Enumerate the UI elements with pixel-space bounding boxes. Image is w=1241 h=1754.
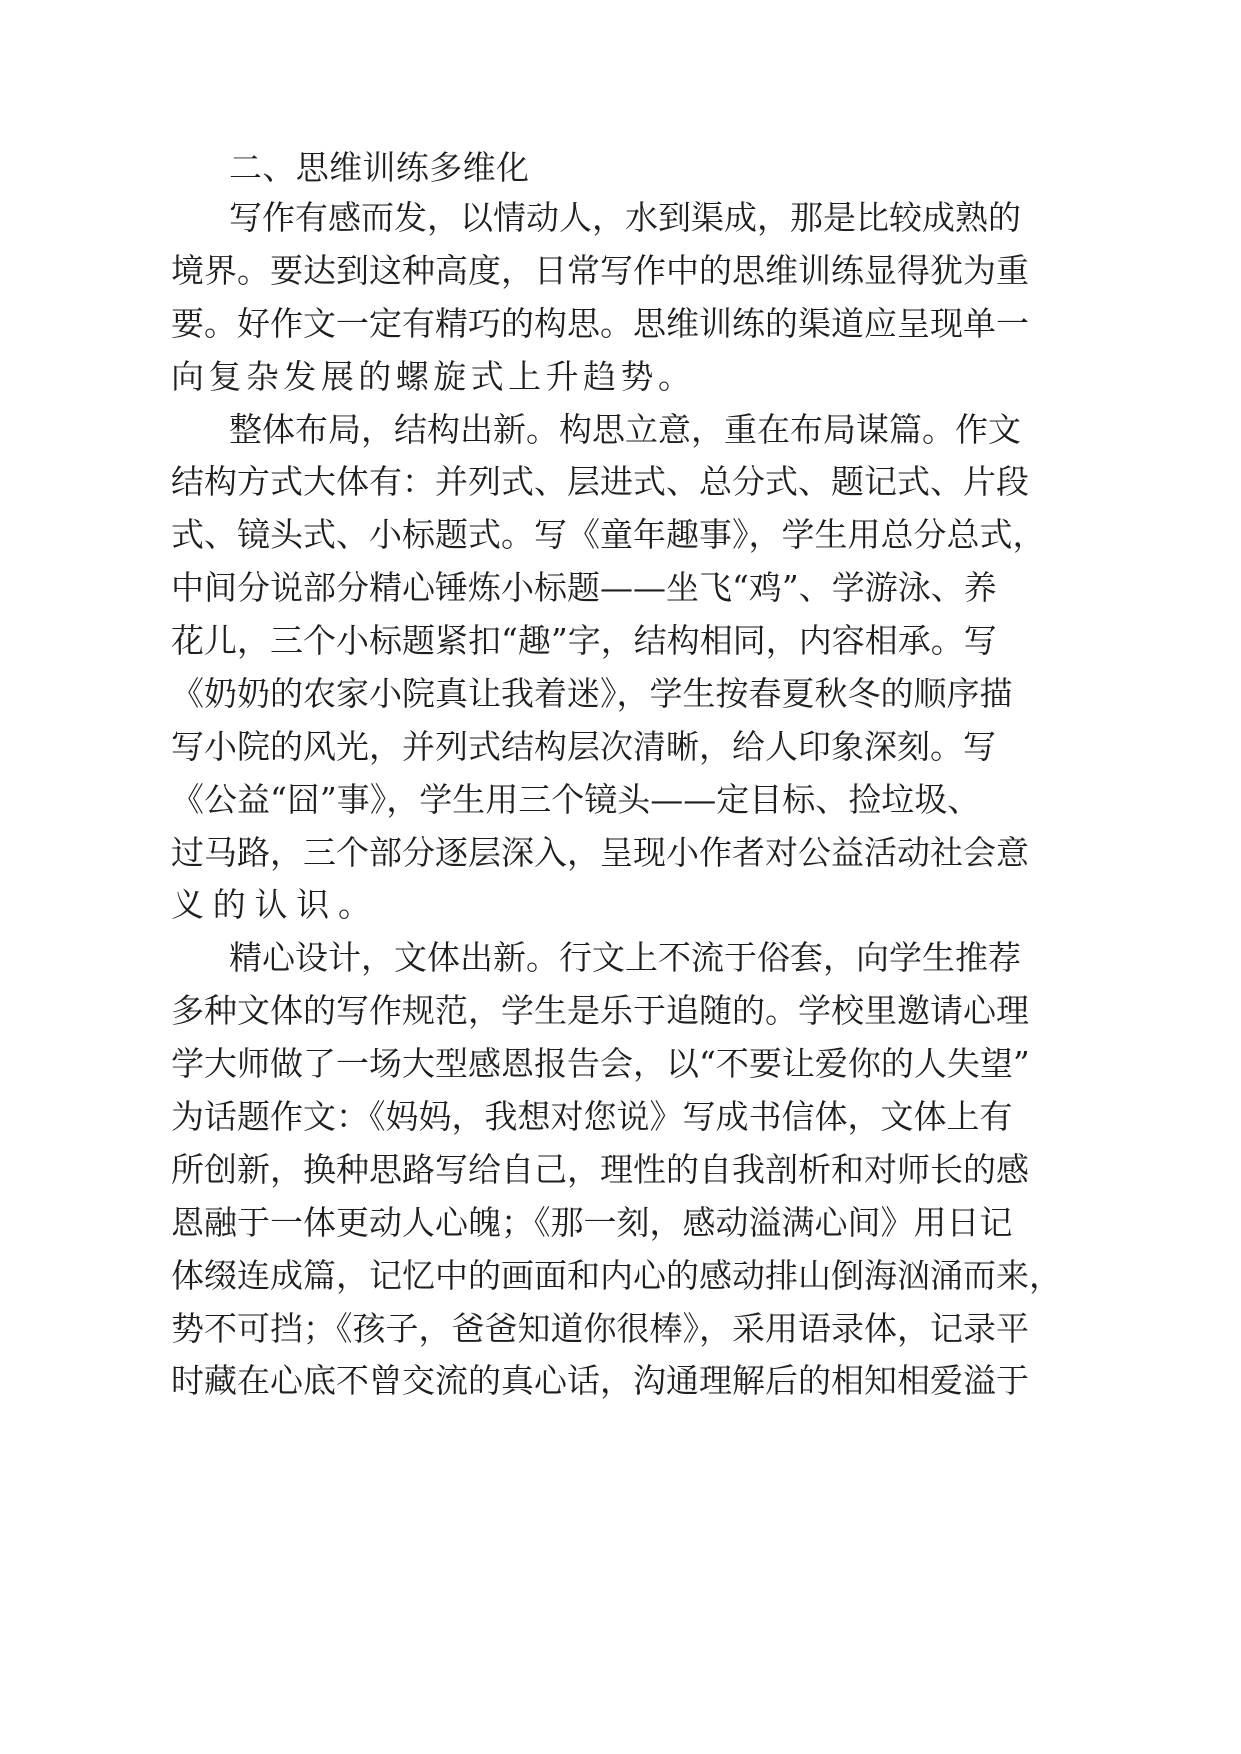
text-line: 整体布局，结构出新。构思立意，重在布局谋篇。作文 (229, 410, 1021, 449)
text-line: 《公益“囧”事》，学生用三个镜头——定目标、捡垃圾、 (171, 780, 981, 819)
text-line: 要。好作文一定有精巧的构思。思维训练的渠道应呈现单一 (171, 304, 1029, 343)
text-line: 过马路，三个部分逐层深入，呈现小作者对公益活动社会意 (171, 833, 1029, 872)
text-line: 精心设计，文体出新。行文上不流于俗套，向学生推荐 (229, 938, 1021, 977)
text-line: 写小院的风光，并列式结构层次清晰，给人印象深刻。写 (171, 727, 996, 766)
text-line: 所创新，换种思路写给自己，理性的自我剖析和对师长的感 (171, 1150, 1029, 1189)
text-line: 式、镜头式、小标题式。写《童年趣事》，学生用总分总式， (171, 515, 1046, 554)
text-line: 向复杂发展的螺旋式上升趋势。 (171, 357, 696, 396)
text-line: 境界。要达到这种高度，日常写作中的思维训练显得犹为重 (171, 251, 1029, 290)
text-line: 中间分说部分精心锤炼小标题——坐飞“鸡”、学游泳、养 (171, 568, 997, 607)
text-line: 时藏在心底不曾交流的真心话，沟通理解后的相知相爱溢于 (171, 1361, 1029, 1400)
text-line: 花儿，三个小标题紧扣“趣”字，结构相同，内容相承。写 (171, 621, 997, 660)
text-line: 《奶奶的农家小院真让我着迷》，学生按春夏秋冬的顺序描 (171, 674, 1013, 713)
text-line: 义的认识。 (171, 885, 380, 924)
text-line: 多种文体的写作规范，学生是乐于追随的。学校里邀请心理 (171, 991, 1029, 1030)
text-line: 势不可挡；《孩子，爸爸知道你很棒》，采用语录体，记录平 (171, 1309, 1029, 1348)
text-line: 结构方式大体有：并列式、层进式、总分式、题记式、片段 (171, 462, 1029, 501)
section-heading: 二、思维训练多维化 (229, 148, 530, 187)
text-line: 为话题作文：《妈妈，我想对您说》写成书信体，文体上有 (171, 1097, 1013, 1136)
text-line: 恩融于一体更动人心魄；《那一刻，感动溢满心间》用日记 (171, 1203, 1013, 1242)
text-line: 学大师做了一场大型感恩报告会，以“不要让爱你的人失望” (171, 1044, 1030, 1083)
text-line: 体缀连成篇，记忆中的画面和内心的感动排山倒海汹涌而来， (171, 1256, 1062, 1295)
text-line: 写作有感而发，以情动人，水到渠成，那是比较成熟的 (229, 198, 1021, 237)
